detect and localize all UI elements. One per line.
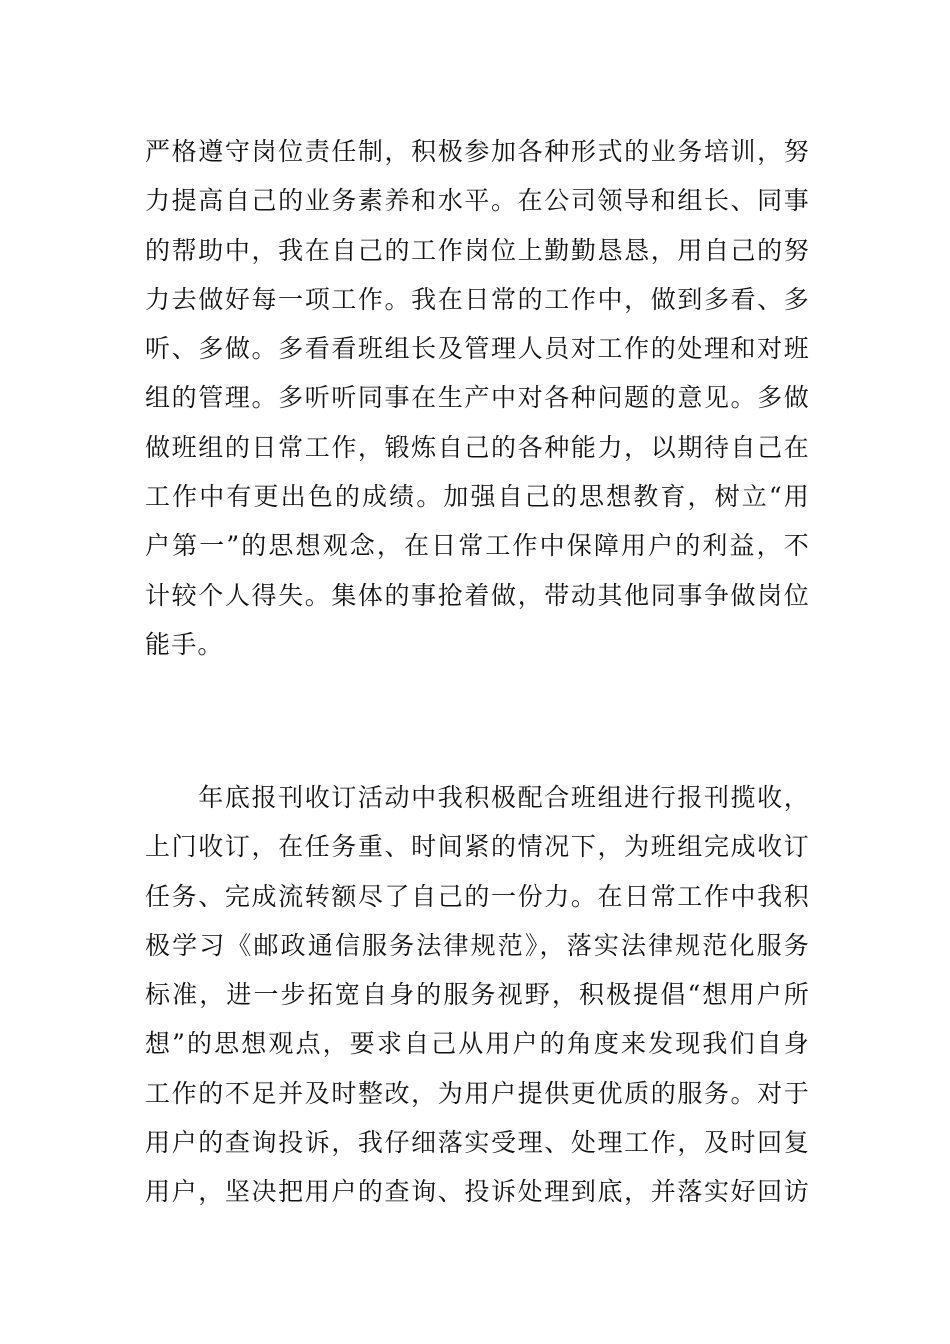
text-line: 听、多做。多看看班组长及管理人员对工作的处理和对班 <box>145 334 810 364</box>
text-line: 极学习《邮政通信服务法律规范》，落实法律规范化服务 <box>145 930 810 960</box>
text-line: 严格遵守岗位责任制，积极参加各种形式的业务培训，努 <box>145 137 810 166</box>
text-line: 力去做好每一项工作。我在日常的工作中，做到多看、多 <box>145 284 810 314</box>
text-line: 做班组的日常工作，锻炼自己的各种能力，以期待自己在 <box>145 432 810 462</box>
text-line: 户第一”的思想观念，在日常工作中保障用户的利益，不 <box>145 531 810 561</box>
text-line: 的帮助中，我在自己的工作岗位上勤勤恳恳，用自己的努 <box>145 235 810 265</box>
text-line: 能手。 <box>145 629 224 659</box>
paragraph-subscription-service <box>145 773 810 1217</box>
text-line: 力提高自己的业务素养和水平。在公司领导和组长、同事 <box>145 186 810 216</box>
paragraph-work-attitude <box>145 127 810 669</box>
text-line: 组的管理。多听听同事在生产中对各种问题的意见。多做 <box>145 383 810 413</box>
text-line: 工作中有更出色的成绩。加强自己的思想教育，树立“用 <box>145 482 810 512</box>
text-line: 计较个人得失。集体的事抢着做，带动其他同事争做岗位 <box>145 580 810 610</box>
text-line: 任务、完成流转额尽了自己的一份力。在日常工作中我积 <box>145 881 810 911</box>
text-line: 年底报刊收订活动中我积极配合班组进行报刊揽收， <box>145 783 810 812</box>
text-line: 工作的不足并及时整改，为用户提供更优质的服务。对于 <box>145 1078 810 1108</box>
text-line: 用户，坚决把用户的查询、投诉处理到底，并落实好回访 <box>145 1177 810 1207</box>
text-line: 想”的思想观点，要求自己从用户的角度来发现我们自身 <box>145 1029 810 1059</box>
text-line: 标准，进一步拓宽自身的服务视野，积极提倡“想用户所 <box>145 980 810 1010</box>
text-line: 用户的查询投诉，我仔细落实受理、处理工作，及时回复 <box>145 1128 810 1158</box>
text-line: 上门收订，在任务重、时间紧的情况下，为班组完成收订 <box>145 832 810 862</box>
